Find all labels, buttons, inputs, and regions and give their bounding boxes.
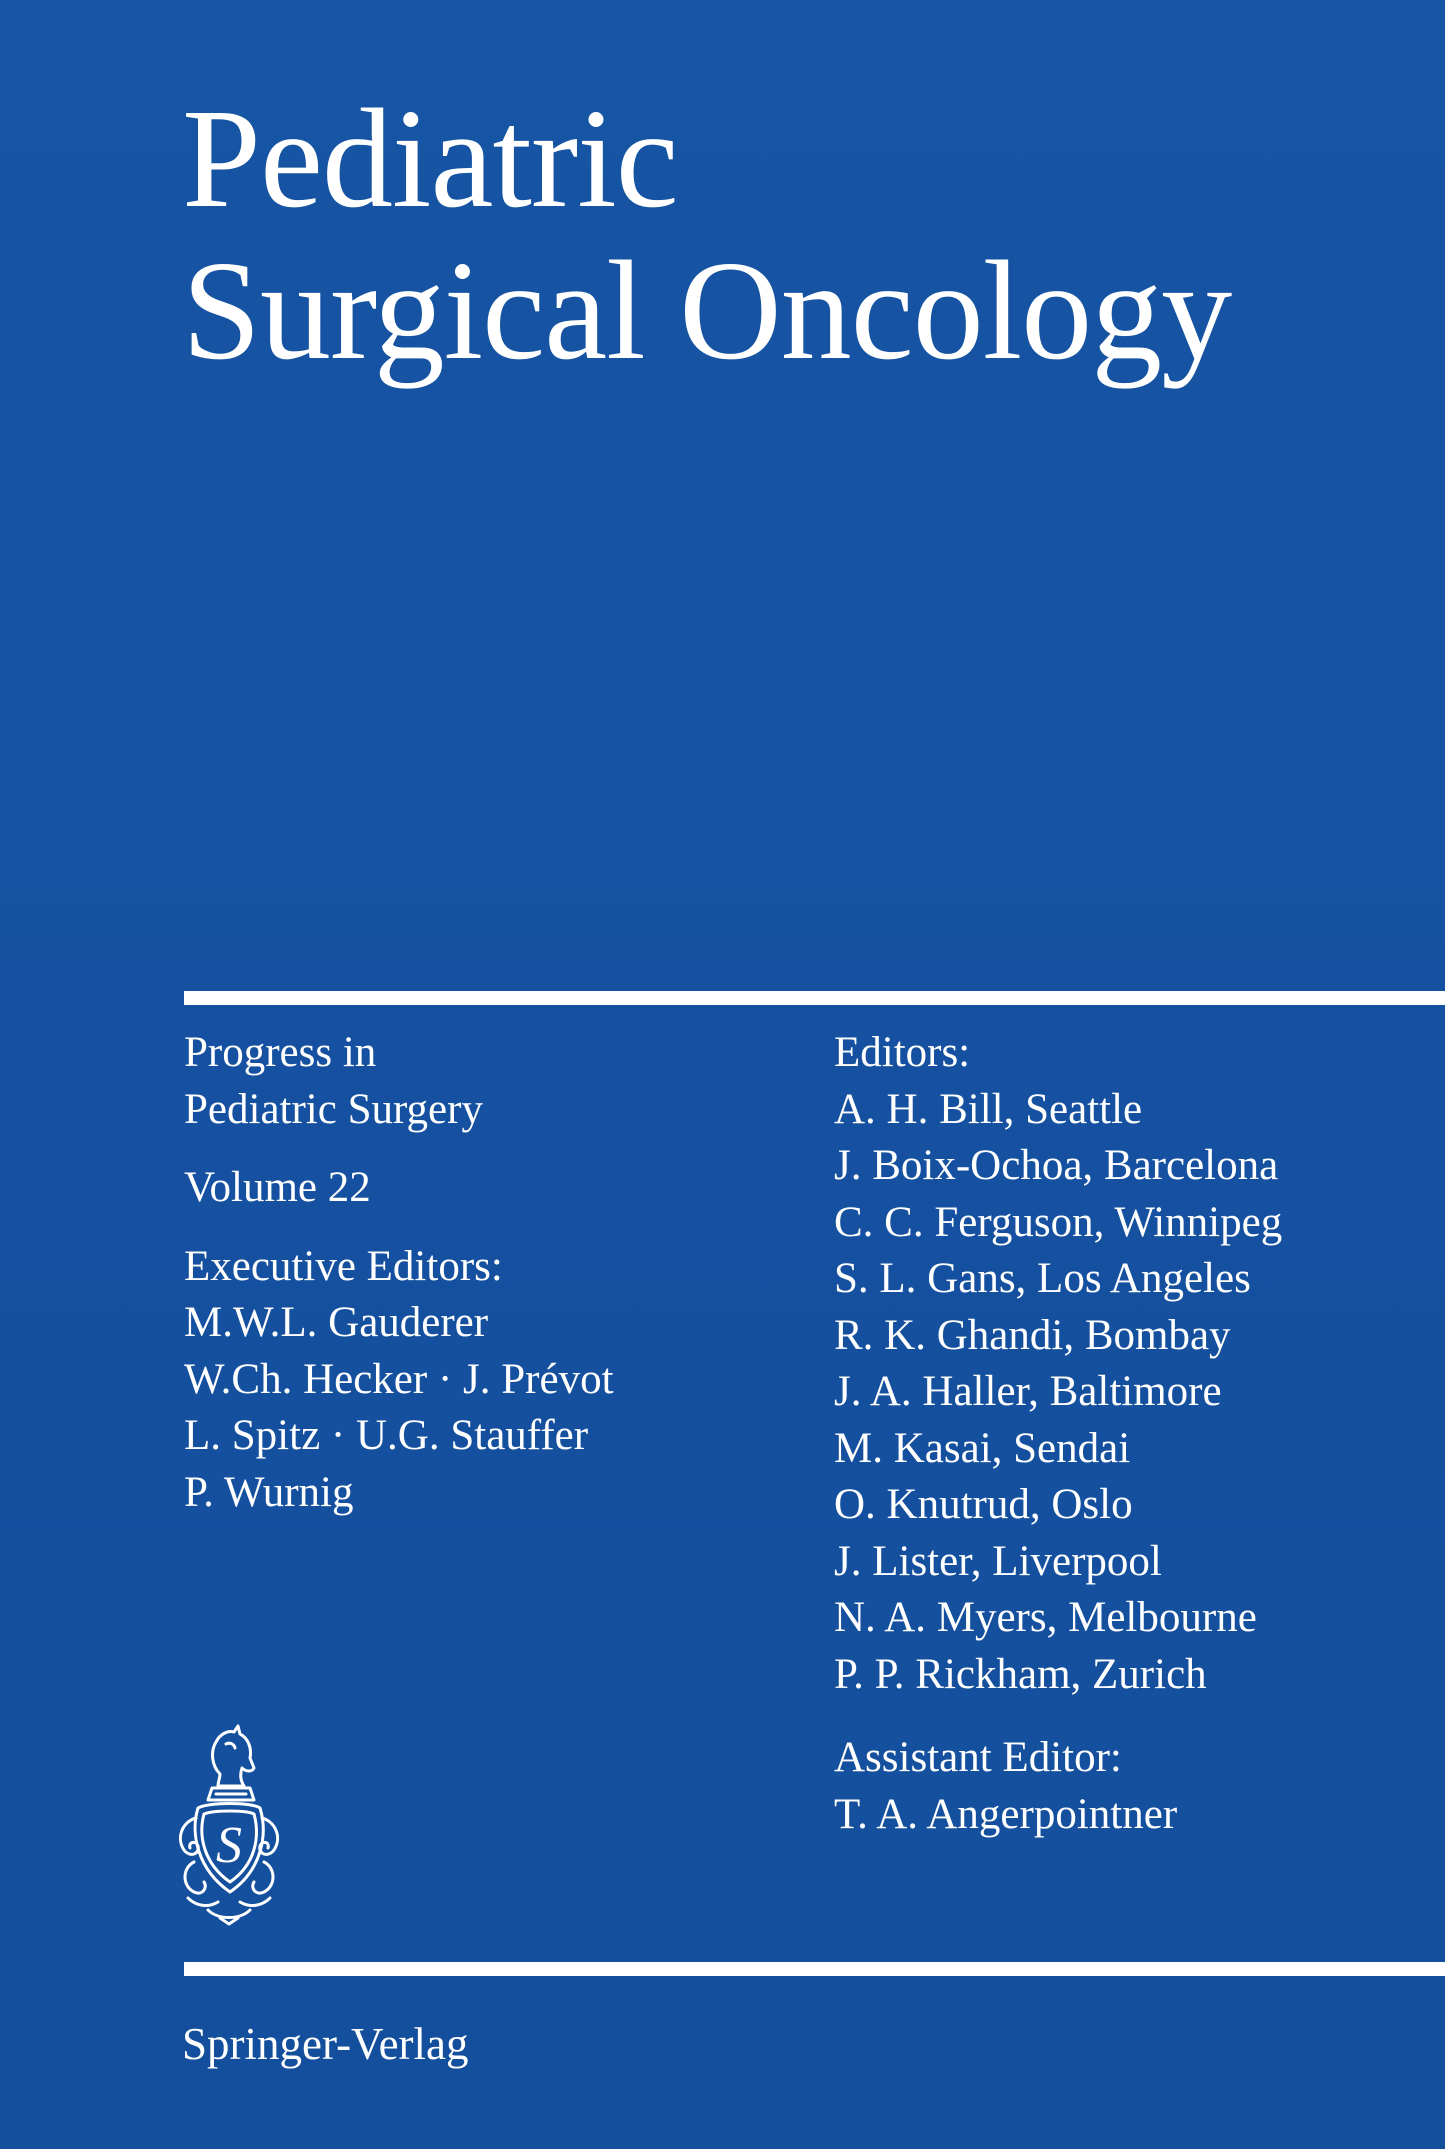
top-divider [184,991,1445,1005]
volume-label: Volume 22 [184,1164,371,1211]
editors-column [834,1025,1282,1843]
series-line-2: Pediatric Surgery [184,1085,483,1133]
editor-line: J. A. Haller, Baltimore [834,1368,1222,1415]
editor-line: J. Boix-Ochoa, Barcelona [834,1142,1279,1189]
executive-editors-heading: Executive Editors: [184,1242,503,1290]
assistant-editor-heading: Assistant Editor: [834,1734,1122,1781]
editor-line: C. C. Ferguson, Winnipeg [834,1198,1283,1246]
editor-line: S. L. Gans, Los Angeles [834,1255,1251,1302]
series-column [184,1025,614,1521]
title-line-1: Pediatric [182,79,678,237]
editor-line: P. P. Rickham, Zurich [834,1650,1207,1698]
executive-editor-line: M.W.L. Gauderer [184,1299,489,1346]
executive-editor-line: W.Ch. Hecker · J. Prévot [184,1355,614,1403]
editors-heading: Editors: [834,1029,971,1076]
title-line-2: Surgical Oncology [182,231,1232,389]
springer-chess-knight-logo-icon [168,1722,290,1926]
editor-line: N. A. Myers, Melbourne [834,1594,1257,1641]
editor-line: R. K. Ghandi, Bombay [834,1311,1231,1359]
editor-line: A. H. Bill, Seattle [834,1085,1143,1133]
publisher-name: Springer-Verlag [182,2019,469,2069]
assistant-editor-name: T. A. Angerpointner [834,1790,1178,1838]
editor-line: J. Lister, Liverpool [834,1537,1162,1585]
bottom-divider [184,1962,1445,1976]
executive-editor-line: P. Wurnig [184,1468,354,1516]
executive-editor-line: L. Spitz · U.G. Stauffer [184,1412,589,1459]
book-title [182,79,1232,389]
svg-text:S: S [216,1817,242,1874]
series-line-1: Progress in [184,1029,377,1076]
editor-line: M. Kasai, Sendai [834,1424,1131,1472]
editor-line: O. Knutrud, Oslo [834,1481,1133,1528]
